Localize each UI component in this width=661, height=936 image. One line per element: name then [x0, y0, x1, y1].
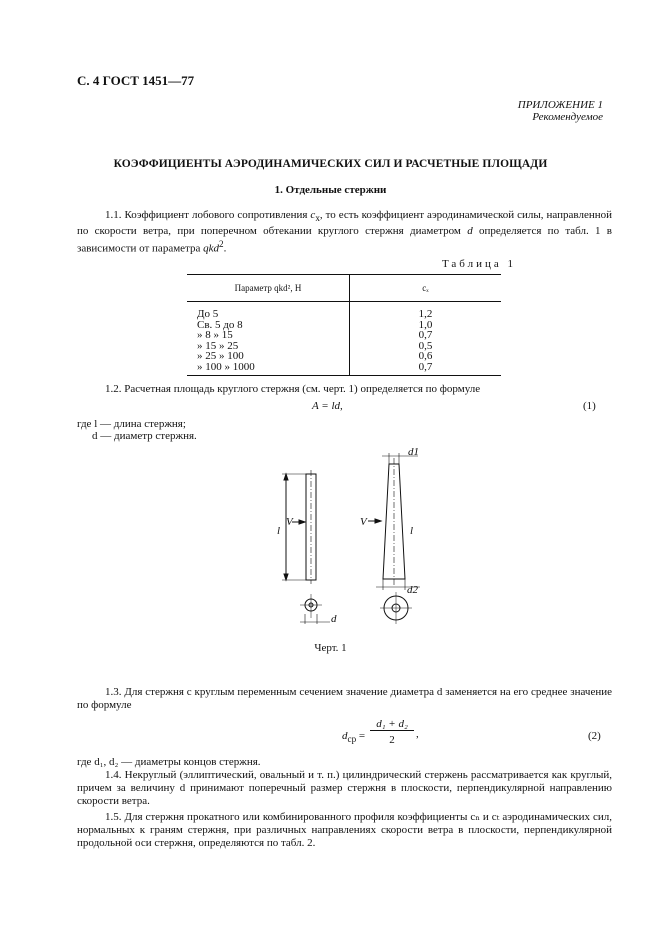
page-header: С. 4 ГОСТ 1451—77 — [77, 73, 195, 88]
formula-2-lhs-d: d — [342, 730, 348, 742]
table-cell-param: Св. 5 до 8 — [187, 320, 350, 331]
p2-text: 1.2. Расчетная площадь круглого стержня (см. черт. 1) определяется по формуле — [105, 383, 481, 395]
p1-text-f: определяется по табл. 1 в зависимости от параметра — [77, 225, 612, 255]
table-cell-param: » 25 » 100 — [187, 351, 350, 362]
fig-label-v-right: V — [360, 516, 367, 528]
table-1-col1-header: Параметр qkd², Н — [187, 275, 350, 302]
table-cell-param: » 8 » 15 — [187, 330, 350, 341]
p5-text: 1.5. Для стержня прокатного или комбинированного профиля коэффициенты cₙ и cₜ аэродинамических сил, нормальных к граням стержня, при различных направлениях скорости ветра в плоскости, перпендикулярной продольной оси стержня, определяются по табл. 2. — [77, 811, 612, 849]
p1-end: . — [223, 242, 227, 255]
p1-qkd: qkd — [203, 242, 220, 255]
p4-text: 1.4. Некруглый (эллиптический, овальный и т. п.) цилиндрический стержень рассматривается как круглый, причем за величину d принимают поперечный размер стержня в плоскости, перпендикулярной направлению скорости ветра. — [77, 769, 612, 807]
fig-label-d1: d1 — [408, 446, 419, 458]
table-row — [187, 330, 501, 341]
p3-text: 1.3. Для стержня с круглым переменным сечением значение диаметра d заменяется на его среднее значение по формуле — [77, 686, 612, 711]
figure-1 — [250, 442, 430, 642]
table-row — [187, 302, 501, 320]
table-cell-value: 1,2 — [418, 308, 433, 320]
paragraph-1-1 — [77, 209, 612, 256]
table-1-col2-header: cₓ — [350, 275, 502, 302]
paragraph-1-5 — [77, 811, 612, 850]
fig-label-d: d — [331, 613, 337, 625]
appendix-title: ПРИЛОЖЕНИЕ 1 — [517, 99, 603, 111]
table-cell-param: До 5 — [187, 302, 350, 320]
where-d: d — диаметр стержня. — [92, 430, 197, 442]
section-title: КОЭФФИЦИЕНТЫ АЭРОДИНАМИЧЕСКИХ СИЛ И РАСЧЕТНЫЕ ПЛОЩАДИ — [113, 158, 548, 170]
formula-1-number: (1) — [583, 400, 596, 412]
formula-2-lhs: $d_{ср}$ = — [342, 730, 366, 745]
p1-text-a: 1.1. Коэффициент лобового сопротивления — [105, 209, 311, 221]
appendix-block — [518, 99, 603, 123]
p1-text-d: , то есть коэффициент аэродинамической силы, направленной по скорости ветра, при поперечном обтекании круглого стержня диаметром — [77, 209, 613, 238]
formula-2-numerator: d₁ + d₂ — [370, 718, 414, 731]
formula-1: A = ld, — [312, 400, 343, 412]
subsection-title: 1. Отдельные стержни — [274, 184, 387, 196]
paragraph-1-4 — [77, 769, 612, 808]
fig-label-d2: d2 — [407, 584, 418, 596]
formula-2-number: (2) — [588, 730, 601, 742]
paragraph-1-3 — [77, 686, 612, 712]
table-1 — [187, 274, 501, 376]
fig-label-l-right: l — [410, 525, 414, 537]
p1-sup: 2 — [219, 239, 224, 250]
p1-cx-sub: x — [315, 213, 320, 224]
formula-2-denominator: 2 — [389, 734, 395, 746]
table-cell-param: » 100 » 1000 — [187, 362, 350, 376]
figure-1-caption: Черт. 1 — [314, 642, 347, 654]
table-cell-value: 0,6 — [418, 350, 433, 362]
fig-label-l-left: l — [277, 525, 281, 537]
formula-2-lhs-sub: ср — [347, 734, 357, 745]
table-cell-value: 0,7 — [418, 329, 433, 341]
where-d1-d2: где d₁, d₂ — диаметры концов стержня. — [77, 756, 261, 768]
table-cell-value: 0,5 — [418, 339, 433, 352]
table-cell-param: » 15 » 25 — [187, 341, 350, 352]
table-1-caption: Таблица 1 — [441, 258, 516, 270]
paragraph-1-2 — [77, 383, 612, 396]
table-cell-value: 1,0 — [418, 318, 433, 331]
p1-d: d — [467, 225, 473, 238]
table-cell-value: 0,7 — [350, 362, 502, 376]
where-l: где l — длина стержня; — [77, 418, 186, 430]
formula-2-tail: , — [416, 728, 419, 740]
table-row — [187, 362, 501, 376]
p1-cx: c — [310, 209, 316, 221]
appendix-status: Рекомендуемое — [532, 111, 603, 123]
table-row — [187, 320, 501, 331]
table-row — [187, 351, 501, 362]
fig-label-v-left: V — [286, 516, 293, 528]
